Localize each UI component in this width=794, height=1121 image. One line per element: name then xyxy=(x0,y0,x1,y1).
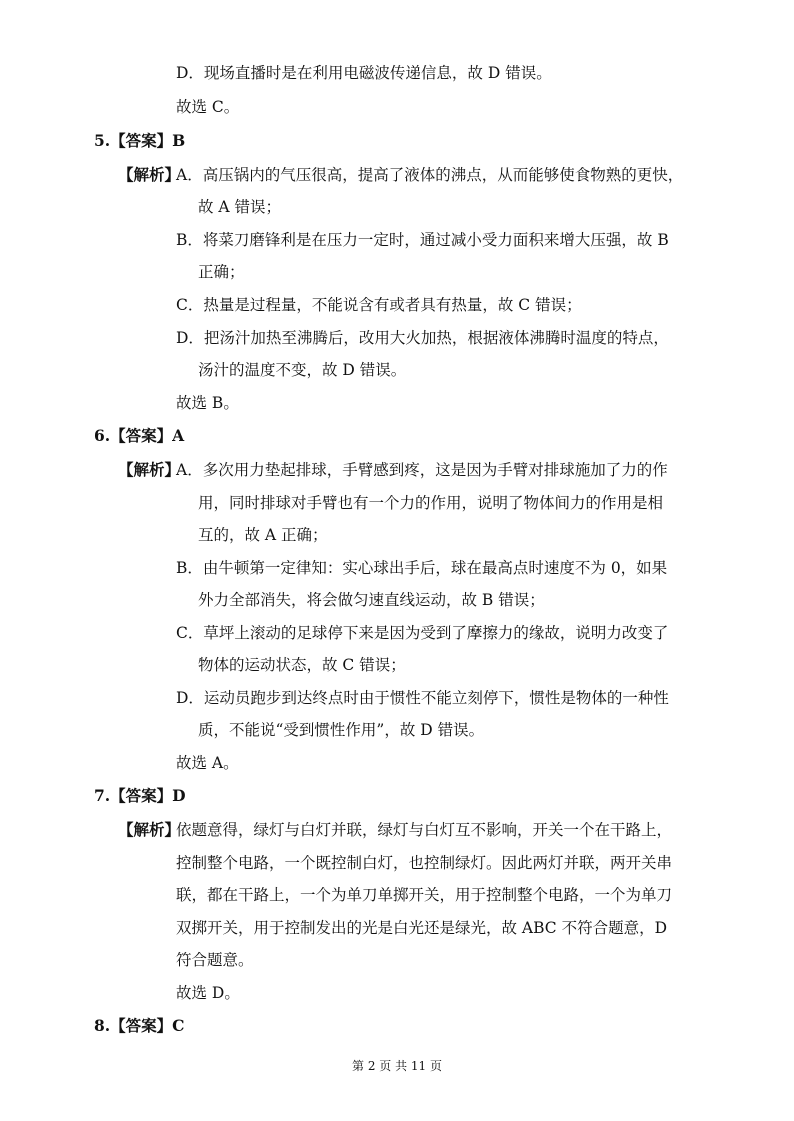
text-line: A．高压锅内的气压很高，提高了液体的沸点，从而能够使食物熟的更快， xyxy=(176,166,684,184)
text-line: A．多次用力垫起排球，手臂感到疼，这是因为手臂对排球施加了力的作 xyxy=(176,461,668,479)
answer-heading-6: 6.【答案】A xyxy=(94,426,185,445)
text-line: 联，都在干路上，一个为单刀单掷开关，用于控制整个电路，一个为单刀 xyxy=(176,886,673,904)
text-line: 质，不能说“受到惯性作用”，故 D 错误。 xyxy=(198,721,485,739)
analysis-label: 【解析】 xyxy=(118,460,181,479)
analysis-label: 【解析】 xyxy=(118,165,181,184)
text-line: 故选 B。 xyxy=(176,394,239,412)
text-line: C．草坪上滚动的足球停下来是因为受到了摩擦力的缘故，说明力改变了 xyxy=(176,624,669,642)
answer-heading-8: 8.【答案】C xyxy=(94,1016,185,1035)
text-line: D．把汤汁加热至沸腾后，改用大火加热，根据液体沸腾时温度的特点， xyxy=(176,329,669,347)
answer-heading-7: 7.【答案】D xyxy=(94,786,186,805)
text-line: D．运动员跑步到达终点时由于惯性不能立刻停下，惯性是物体的一种性 xyxy=(176,689,669,707)
text-line: 物体的运动状态，故 C 错误； xyxy=(198,656,406,674)
text-line: C．热量是过程量，不能说含有或者具有热量，故 C 错误； xyxy=(176,296,582,314)
text-line: 正确； xyxy=(198,263,245,281)
text-line: 外力全部消失，将会做匀速直线运动，故 B 错误； xyxy=(198,591,545,609)
text-line: 互的，故 A 正确； xyxy=(198,526,328,544)
text-line: B．由牛顿第一定律知：实心球出手后，球在最高点时速度不为 0，如果 xyxy=(176,559,668,577)
text-line: 控制整个电路，一个既控制白灯，也控制绿灯。因此两灯并联，两开关串 xyxy=(176,854,673,872)
answer-heading-5: 5.【答案】B xyxy=(94,131,186,150)
text-line: B．将菜刀磨锋利是在压力一定时，通过减小受力面积来增大压强，故 B xyxy=(176,231,669,249)
text-line: 故选 C。 xyxy=(176,98,240,116)
text-line: 故选 D。 xyxy=(176,984,240,1002)
text-line: D．现场直播时是在利用电磁波传递信息，故 D 错误。 xyxy=(176,64,552,82)
text-line: 用，同时排球对手臂也有一个力的作用，说明了物体间力的作用是相 xyxy=(198,494,664,512)
text-line: 故 A 错误； xyxy=(198,198,282,216)
page-footer: 第 2 页 共 11 页 xyxy=(352,1059,442,1073)
text-line: 依题意得，绿灯与白灯并联，绿灯与白灯互不影响，开关一个在干路上， xyxy=(176,821,673,839)
text-line: 故选 A。 xyxy=(176,754,239,772)
text-line: 符合题意。 xyxy=(176,951,254,969)
text-line: 双掷开关，用于控制发出的光是白光还是绿光，故 ABC 不符合题意，D xyxy=(176,919,668,937)
analysis-label: 【解析】 xyxy=(118,820,181,839)
text-line: 汤汁的温度不变，故 D 错误。 xyxy=(198,361,407,379)
